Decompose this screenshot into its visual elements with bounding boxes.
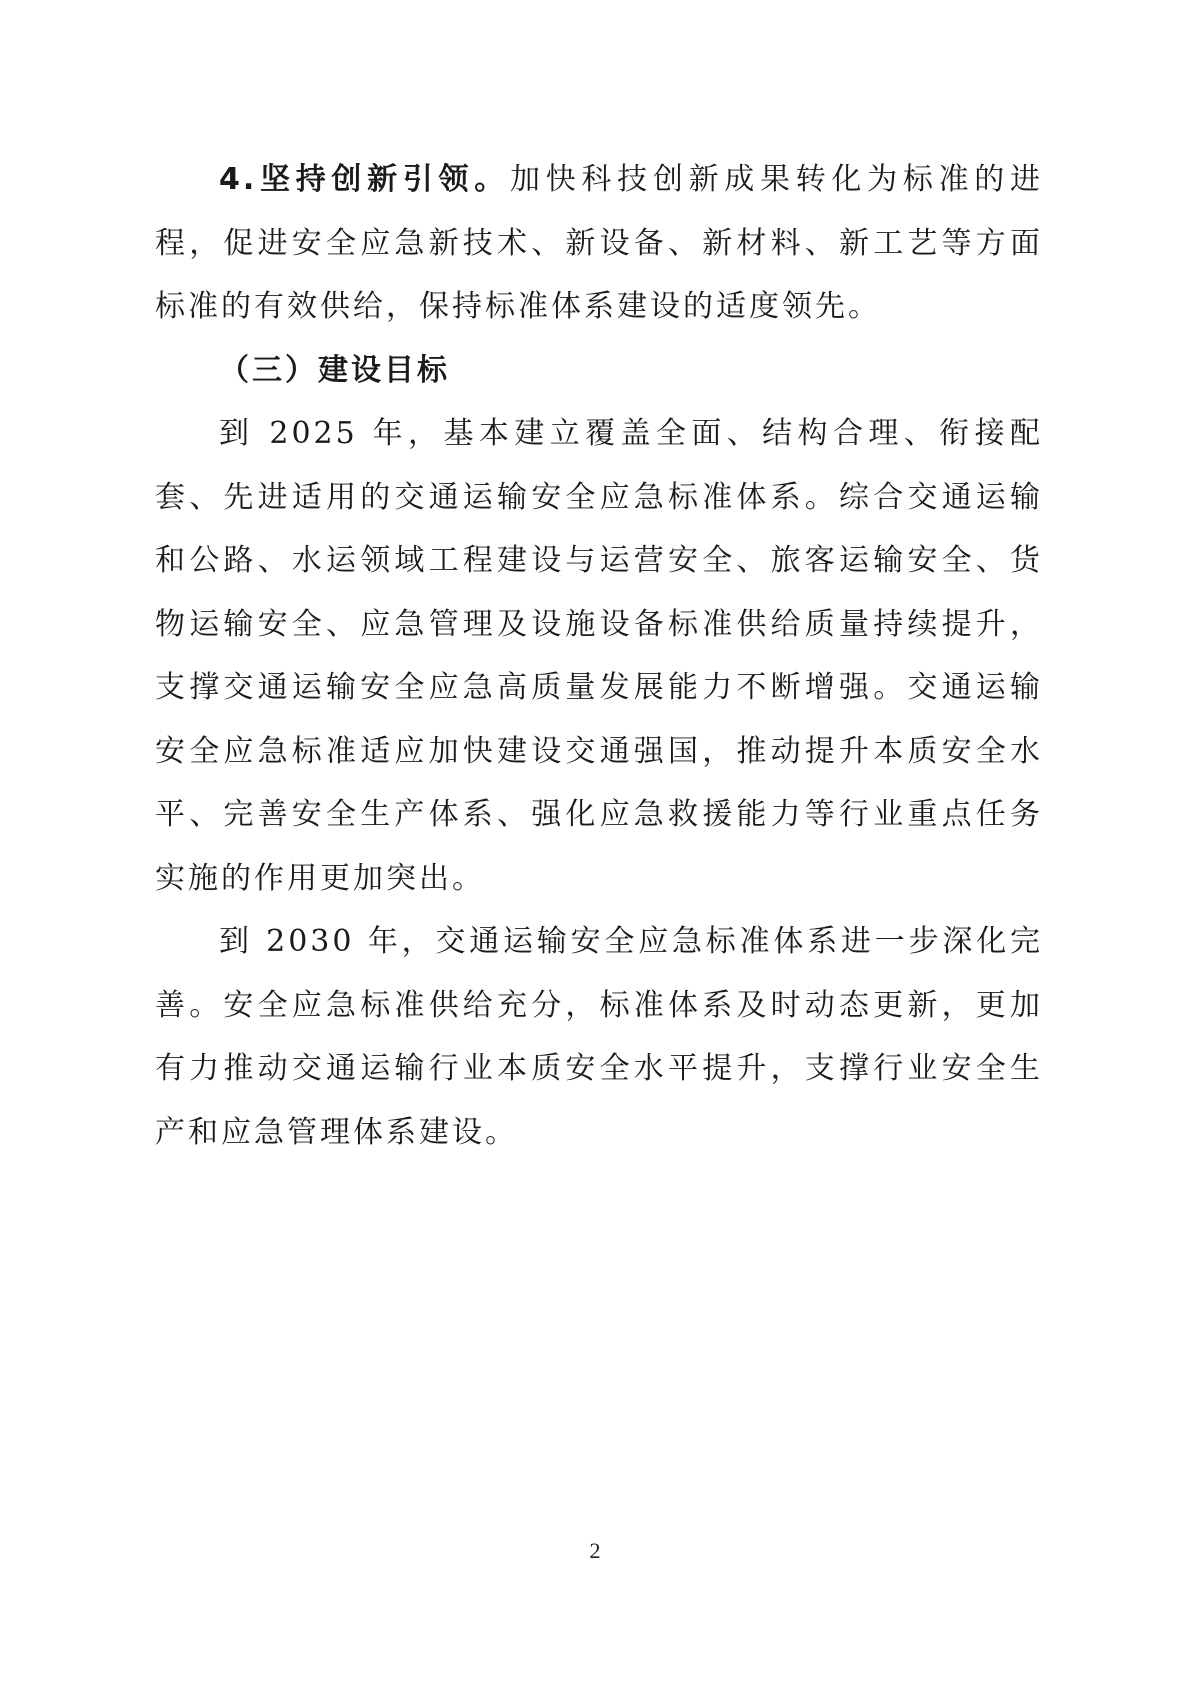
principle-paragraph	[155, 148, 1043, 339]
page-number: 2	[589, 1538, 601, 1563]
goal-paragraph-2030: 到 2030 年，交通运输安全应急标准体系进一步深化完善。安全应急标准供给充分，标准体系及时动态更新，更加有力推动交通运输行业本质安全水平提升，支撑行业安全生产和应急管理体系建设。	[155, 924, 1043, 1150]
document-body	[155, 148, 1043, 1164]
principle-text: 加快科技创新成果转化为标准的进程，促进安全应急新技术、新设备、新材料、新工艺等方面标准的有效供给，保持标准体系建设的适度领先。	[155, 162, 1044, 324]
section-heading: （三）建设目标	[219, 352, 450, 388]
goal-paragraph-2025: 到 2025 年，基本建立覆盖全面、结构合理、衔接配套、先进适用的交通运输安全应急标准体系。综合交通运输和公路、水运领域工程建设与运营安全、旅客运输安全、货物运输安全、应急管理及设施设备标准供给质量持续提升，支撑交通运输安全应急高质量发展能力不断增强。交通运输安全应急标准适应加快建设交通强国，推动提升本质安全水平、完善安全生产体系、强化应急救援能力等行业重点任务实施的作用更加突出。	[155, 416, 1043, 896]
principle-lead: 4.坚持创新引领。	[219, 162, 510, 197]
section-heading-paragraph	[155, 339, 1043, 403]
